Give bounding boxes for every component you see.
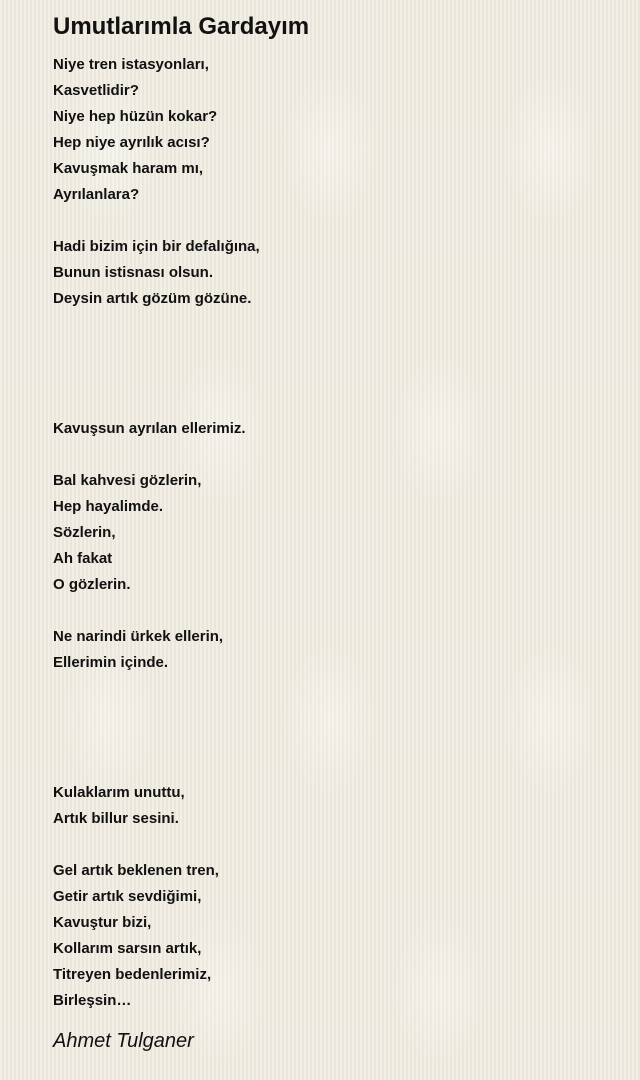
poem-author: Ahmet Tulganer xyxy=(53,1030,194,1052)
stanza-6 xyxy=(53,780,613,832)
poem-line: Kollarım sarsın artık, xyxy=(53,940,202,957)
poem-line: Hep niye ayrılık acısı? xyxy=(53,134,210,151)
poem-line: O gözlerin. xyxy=(53,576,131,593)
poem-line: Niye tren istasyonları, xyxy=(53,56,209,73)
stanza-1 xyxy=(53,52,613,208)
poem-line: Titreyen bedenlerimiz, xyxy=(53,966,212,983)
poem-line: Ellerimin içinde. xyxy=(53,654,169,671)
poem-line: Sözlerin, xyxy=(53,524,116,541)
poem-title: Umutlarımla Gardayım xyxy=(53,13,310,40)
poem-line: Artık billur sesini. xyxy=(53,810,179,827)
poem-line: Gel artık beklenen tren, xyxy=(53,862,219,879)
poem-line: Bal kahvesi gözlerin, xyxy=(53,472,202,489)
poem-page xyxy=(53,12,613,1054)
poem-line: Kulaklarım unuttu, xyxy=(53,784,185,801)
stanza-3 xyxy=(53,416,613,442)
poem-line: Niye hep hüzün kokar? xyxy=(53,108,218,125)
stanza-5 xyxy=(53,624,613,676)
poem-line: Ne narindi ürkek ellerin, xyxy=(53,628,224,645)
poem-line: Ayrılanlara? xyxy=(53,186,140,203)
poem-body xyxy=(53,52,613,1014)
stanza-4 xyxy=(53,468,613,598)
poem-line: Kavuştur bizi, xyxy=(53,914,152,931)
stanza-7 xyxy=(53,858,613,1014)
poem-line: Ah fakat xyxy=(53,550,113,567)
poem-line: Kavuşsun ayrılan ellerimiz. xyxy=(53,420,246,437)
poem-line: Kasvetlidir? xyxy=(53,82,139,99)
poem-line: Hep hayalimde. xyxy=(53,498,164,515)
poem-line: Birleşsin… xyxy=(53,992,132,1009)
stanza-2 xyxy=(53,234,613,312)
poem-line: Bunun istisnası olsun. xyxy=(53,264,214,281)
poem-line: Getir artık sevdiğimi, xyxy=(53,888,202,905)
poem-line: Hadi bizim için bir defalığına, xyxy=(53,238,260,255)
poem-line: Kavuşmak haram mı, xyxy=(53,160,204,177)
poem-line: Deysin artık gözüm gözüne. xyxy=(53,290,252,307)
